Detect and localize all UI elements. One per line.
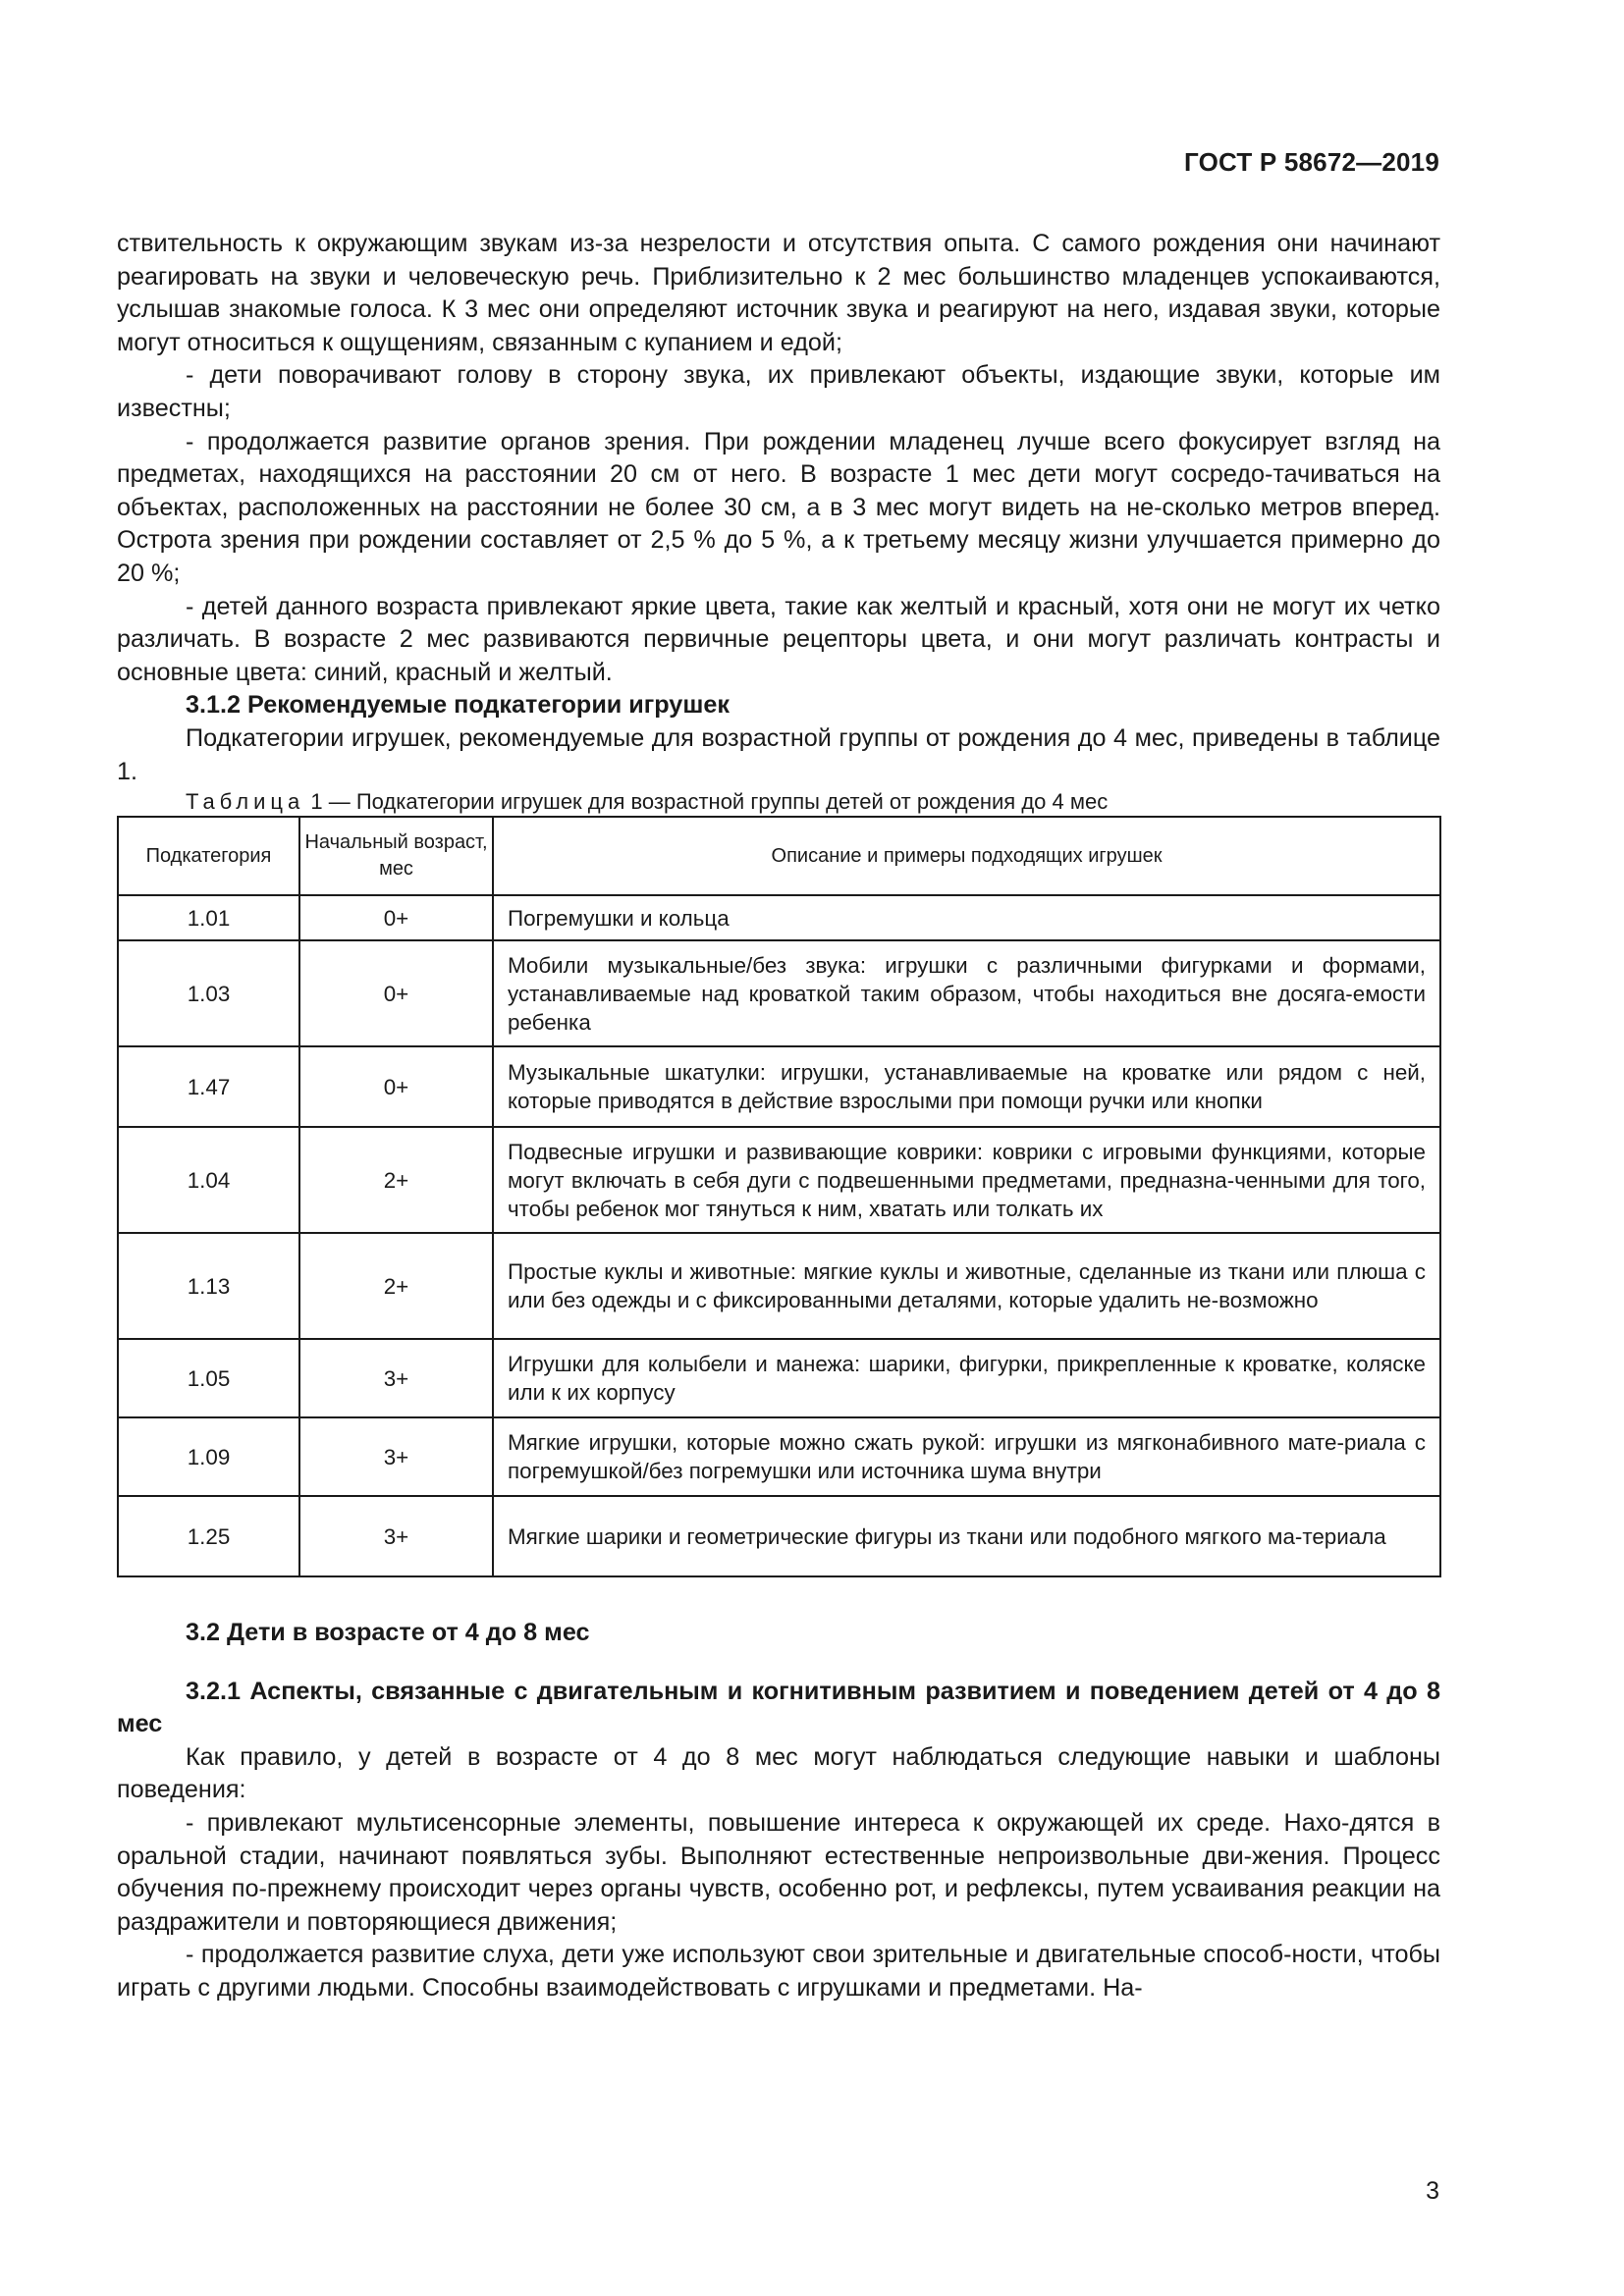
cell-age: 3+: [299, 1417, 493, 1496]
header-description: Описание и примеры подходящих игрушек: [493, 817, 1440, 895]
cell-description: Музыкальные шкатулки: игрушки, устанавливаемые на кроватке или рядом с ней, которые приводятся в действие взрослыми при помощи ручки или кнопки: [493, 1046, 1440, 1127]
cell-description: Мягкие игрушки, которые можно сжать рукой: игрушки из мягконабивного мате-риала с погремушкой/без погремушки или источника шума внутри: [493, 1417, 1440, 1496]
header-subcategory: Подкатегория: [118, 817, 299, 895]
paragraph-continuation: ствительность к окружающим звукам из-за незрелости и отсутствия опыта. С самого рождения они начинают реагировать на звуки и человеческую речь. Приблизительно к 2 мес большинство младенцев успокаиваются, услышав знакомые голоса. К 3 мес они определяют источник звука и реагируют на него, издавая звуки, которые могут относиться к ощущениям, связанным с купанием и едой;: [117, 230, 1440, 356]
cell-code: 1.25: [118, 1496, 299, 1576]
cell-code: 1.13: [118, 1233, 299, 1339]
cell-code: 1.05: [118, 1339, 299, 1417]
page-number: 3: [1426, 2177, 1439, 2205]
table-row: [118, 1233, 1440, 1339]
cell-description: Мягкие шарики и геометрические фигуры из ткани или подобного мягкого ма-териала: [493, 1496, 1440, 1576]
cell-age: 3+: [299, 1339, 493, 1417]
list-item-hearing: - дети поворачивают голову в сторону звука, их привлекают объекты, издающие звуки, которые им известны;: [117, 361, 1440, 422]
section-3-1-2-text: Подкатегории игрушек, рекомендуемые для возрастной группы от рождения до 4 мес, приведены в таблице 1.: [117, 723, 1440, 785]
cell-code: 1.47: [118, 1046, 299, 1127]
list-item-vision: - продолжается развитие органов зрения. При рождении младенец лучше всего фокусирует взгляд на предметах, находящихся на расстоянии 20 см от него. В возрасте 1 мес дети могут сосредо-тачиваться на объектах, расположенных на расстоянии не более 30 см, а в 3 мес могут видеть на не-сколько метров вперед. Острота зрения при рождении составляет от 2,5 % до 5 %, а к третьему месяцу жизни улучшается примерно до 20 %;: [117, 427, 1440, 587]
section-3-2-1-intro: Как правило, у детей в возрасте от 4 до 8 мес могут наблюдаться следующие навыки и шаблоны поведения:: [117, 1742, 1440, 1804]
table-row: [118, 940, 1440, 1046]
cell-code: 1.09: [118, 1417, 299, 1496]
cell-description: Подвесные игрушки и развивающие коврики: коврики с игровыми функциями, которые могут включать в себя дуги с подвешенными предметами, предназна-ченными для того, чтобы ребенок мог тянуться к ним, хватать или толкать их: [493, 1127, 1440, 1233]
section-3-2-1-title: 3.2.1 Аспекты, связанные с двигательным и когнитивным развитием и поведением детей от 4 до 8 мес: [117, 1677, 1440, 1738]
cell-description: Простые куклы и животные: мягкие куклы и животные, сделанные из ткани или плюша с или без одежды и с фиксированными деталями, которые удалить не-возможно: [493, 1233, 1440, 1339]
table-caption-label: Таблица: [186, 789, 305, 815]
list-item-hearing-development: - продолжается развитие слуха, дети уже используют свои зрительные и двигательные способ-ности, чтобы играть с другими людьми. Способны взаимодействовать с игрушками и предметами. На-: [117, 1941, 1440, 2002]
cell-age: 0+: [299, 940, 493, 1046]
cell-age: 0+: [299, 895, 493, 940]
cell-age: 2+: [299, 1127, 493, 1233]
table-1: [117, 816, 1441, 1577]
cell-age: 2+: [299, 1233, 493, 1339]
table-row: [118, 1127, 1440, 1233]
list-item-colors: - детей данного возраста привлекают яркие цвета, такие как желтый и красный, хотя они не могут их четко различать. В возрасте 2 мес развиваются первичные рецепторы цвета, и они могут различать контрасты и основные цвета: синий, красный и желтый.: [117, 592, 1440, 686]
cell-description: Погремушки и кольца: [493, 895, 1440, 940]
page-content: [117, 228, 1440, 2005]
cell-age: 3+: [299, 1496, 493, 1576]
cell-code: 1.04: [118, 1127, 299, 1233]
header-start-age: Начальный возраст, мес: [299, 817, 493, 895]
cell-age: 0+: [299, 1046, 493, 1127]
table-caption-text: 1 — Подкатегории игрушек для возрастной группы детей от рождения до 4 мес: [304, 789, 1109, 815]
section-3-2-title: 3.2 Дети в возрасте от 4 до 8 мес: [186, 1619, 590, 1647]
table-row: [118, 1339, 1440, 1417]
cell-code: 1.01: [118, 895, 299, 940]
table-row: [118, 1417, 1440, 1496]
table-row: [118, 1496, 1440, 1576]
table-row: [118, 1046, 1440, 1127]
section-3-1-2-title: 3.1.2 Рекомендуемые подкатегории игрушек: [186, 691, 730, 720]
table-row: [118, 895, 1440, 940]
table-1-caption: [117, 788, 1440, 816]
cell-code: 1.03: [118, 940, 299, 1046]
cell-description: Мобили музыкальные/без звука: игрушки с различными фигурками и формами, устанавливаемые над кроваткой таким образом, чтобы находиться вне досяга-емости ребенка: [493, 940, 1440, 1046]
document-code-header: ГОСТ Р 58672—2019: [1184, 147, 1439, 177]
list-item-multisensory: - привлекают мультисенсорные элементы, повышение интереса к окружающей их среде. Нахо-дятся в оральной стадии, начинают появляться зубы. Выполняют естественные непроизвольные дви-жения. Процесс обучения по-прежнему происходит через органы чувств, особенно рот, и рефлексы, путем усваивания реакции на раздражители и повторяющиеся движения;: [117, 1809, 1440, 1936]
cell-description: Игрушки для колыбели и манежа: шарики, фигурки, прикрепленные к кроватке, коляске или к их корпусу: [493, 1339, 1440, 1417]
table-header-row: [118, 817, 1440, 895]
